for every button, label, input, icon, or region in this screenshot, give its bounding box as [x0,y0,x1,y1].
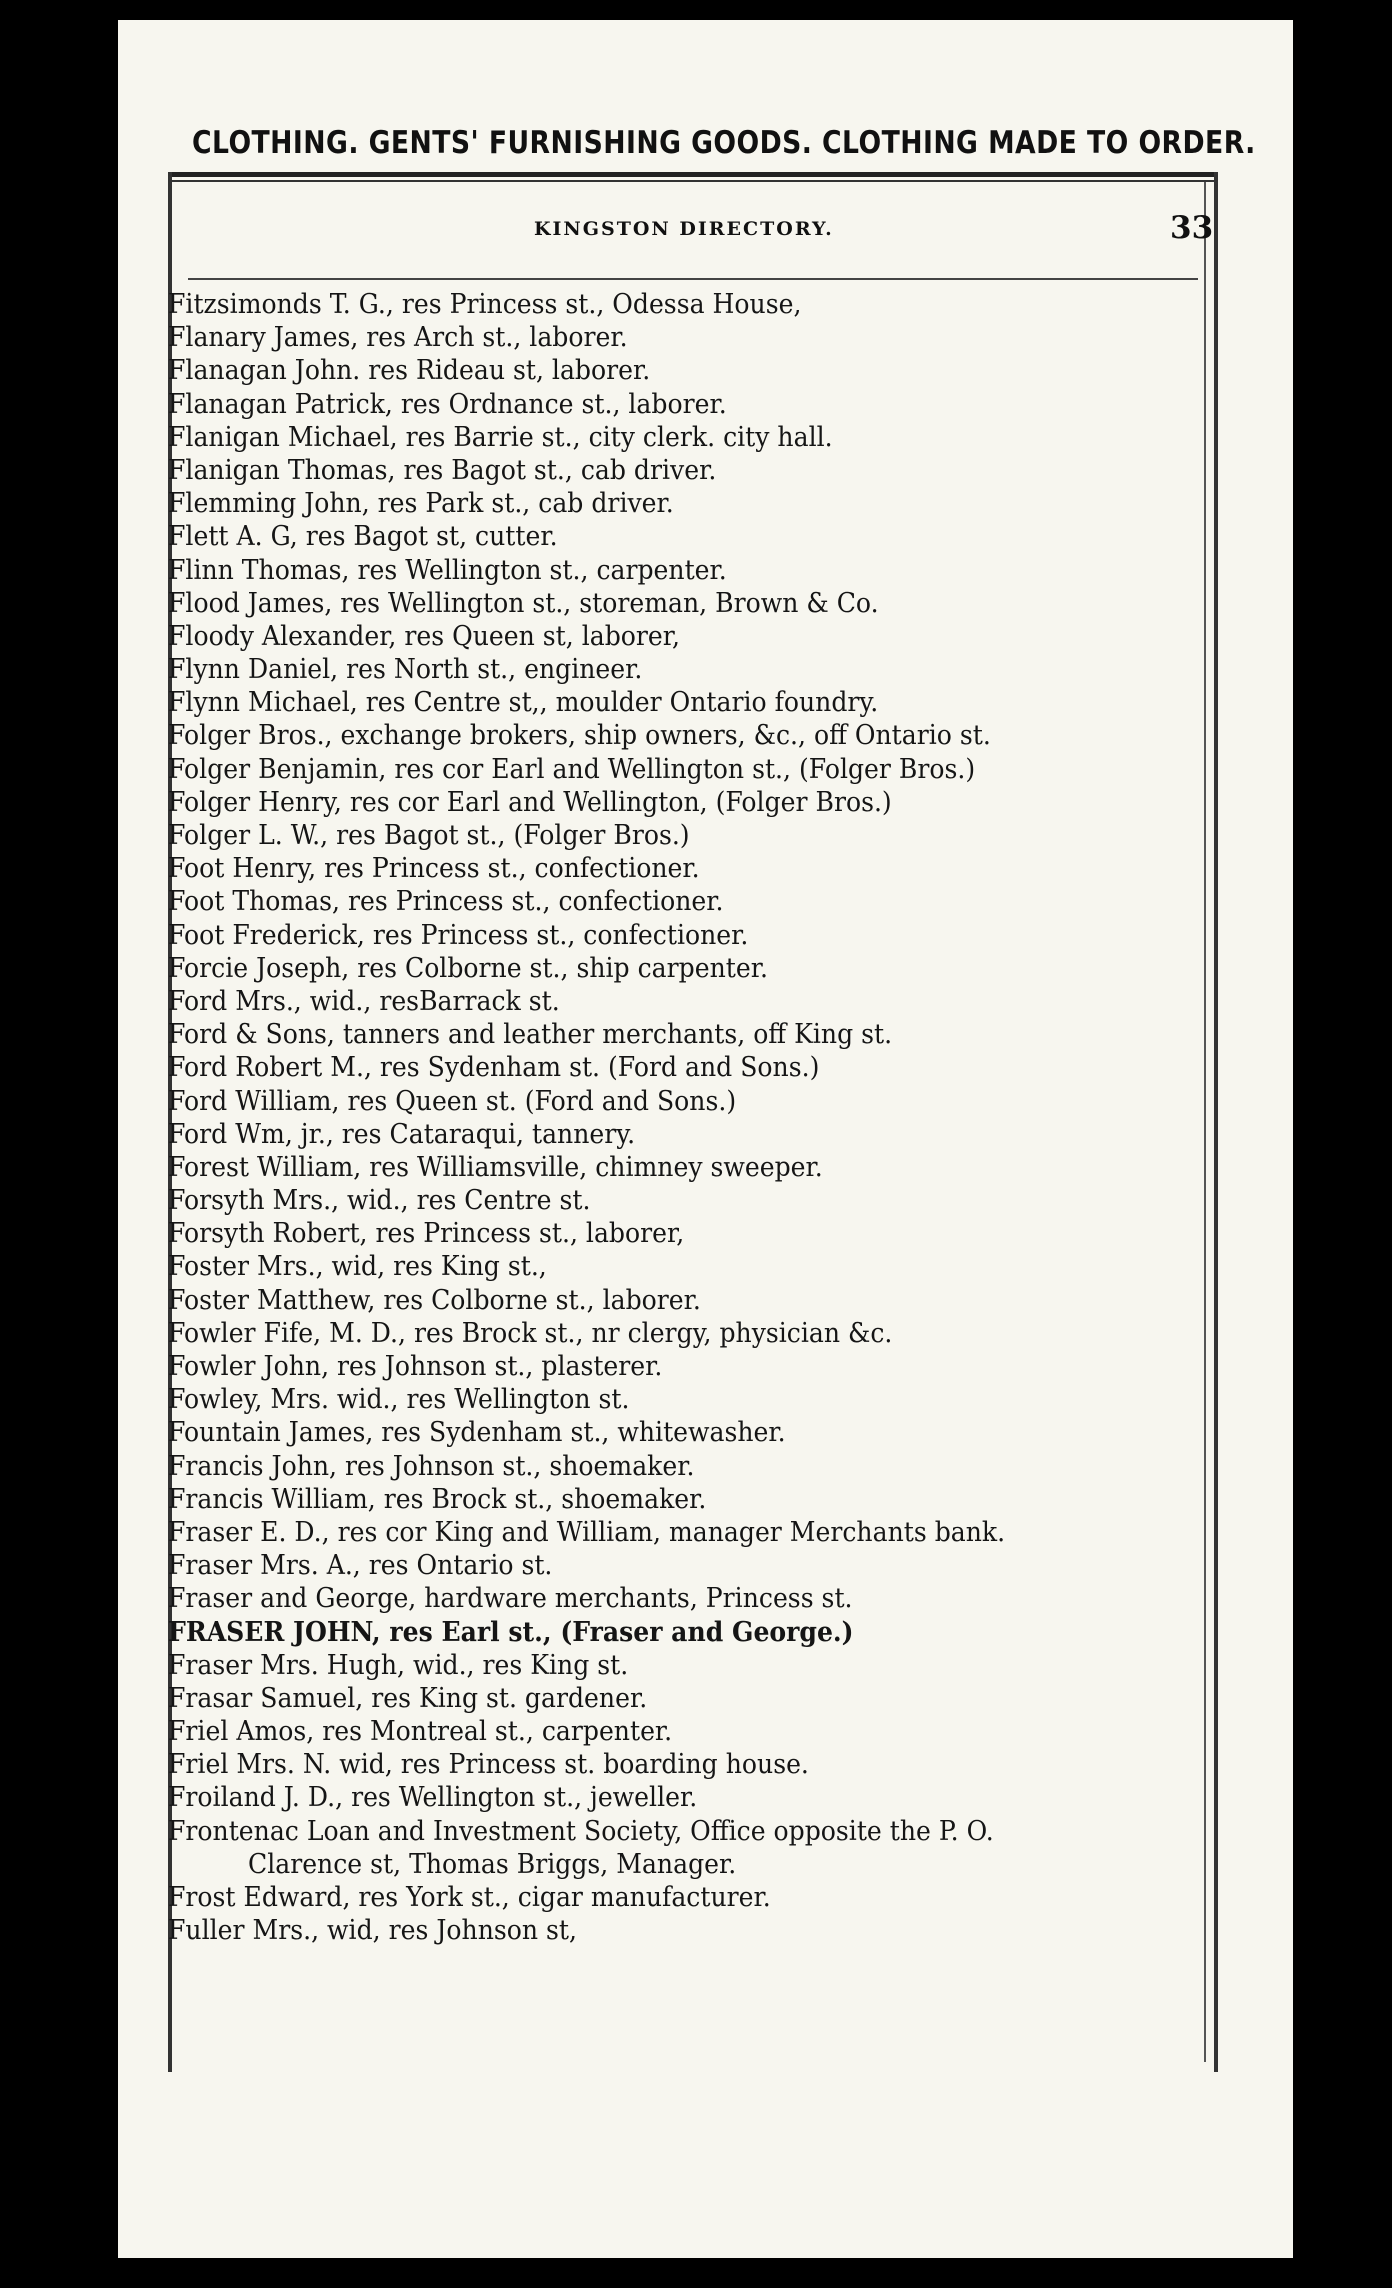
directory-entry: Francis William, res Brock st., shoemaker. [168,1483,707,1515]
directory-entry: Flett A. G, res Bagot st, cutter. [168,521,558,553]
directory-entry: Ford William, res Queen st. (Ford and Sons.) [168,1085,737,1117]
directory-entry: Folger Benjamin, res cor Earl and Wellington st., (Folger Bros.) [168,753,976,785]
directory-entry: Fowley, Mrs. wid., res Wellington st. [168,1384,630,1416]
directory-entry: Froiland J. D., res Wellington st., jeweller. [168,1782,698,1814]
directory-entry: Flynn Michael, res Centre st,, moulder Ontario foundry. [168,687,879,719]
directory-entry: Flanary James, res Arch st., laborer. [168,322,628,354]
directory-entry: FRASER JOHN, res Earl st., (Fraser and George.) [168,1616,854,1648]
directory-entry: Foster Mrs., wid, res King st., [168,1251,547,1283]
directory-entry: Folger Bros., exchange brokers, ship owners, &c., off Ontario st. [168,720,991,752]
directory-entry: Flanagan John. res Rideau st, laborer. [168,355,651,387]
directory-entry: Flinn Thomas, res Wellington st., carpenter. [168,554,727,586]
directory-entry: Foot Henry, res Princess st., confectioner. [168,853,700,885]
frame-border-right [1214,172,1218,2072]
directory-entry: Forsyth Mrs., wid., res Centre st. [168,1185,591,1217]
directory-entry: Ford & Sons, tanners and leather merchants, off King st. [168,1019,893,1051]
page-number: 33 [1170,210,1214,246]
directory-entry: Floody Alexander, res Queen st, laborer, [168,620,680,652]
advertising-banner: CLOTHING. GENTS' FURNISHING GOODS. CLOTHING MADE TO ORDER. [192,125,1256,161]
directory-entry: Flemming John, res Park st., cab driver. [168,488,674,520]
directory-entry: Forcie Joseph, res Colborne st., ship carpenter. [168,952,768,984]
directory-entry: Frost Edward, res York st., cigar manufacturer. [168,1882,771,1913]
directory-entry: Foster Matthew, res Colborne st., laborer. [168,1284,701,1316]
running-head: KINGSTON DIRECTORY. [534,218,834,240]
header-rule [188,278,1198,280]
directory-entry: Forsyth Robert, res Princess st., laborer, [168,1218,685,1250]
directory-entry: Fountain James, res Sydenham st., whitewasher. [168,1417,786,1449]
directory-entry: Fraser Mrs. Hugh, wid., res King st. [168,1649,629,1681]
directory-entry: Flood James, res Wellington st., storeman, Brown & Co. [168,587,879,619]
directory-entry: Fowler John, res Johnson st., plasterer. [168,1351,663,1382]
frame-border-top-inner [168,180,1218,182]
directory-entry: Fitzsimonds T. G., res Princess st., Odessa House, [168,289,802,320]
directory-entry: Forest William, res Williamsville, chimney sweeper. [168,1151,823,1183]
directory-entry: Francis John, res Johnson st., shoemaker. [168,1450,695,1482]
frame-border-top [168,172,1218,177]
directory-entry: Fraser Mrs. A., res Ontario st. [168,1550,553,1582]
directory-entry: Fraser and George, hardware merchants, Princess st. [168,1583,853,1615]
directory-entry: Fowler Fife, M. D., res Brock st., nr clergy, physician &c. [168,1317,893,1349]
directory-entry: Fuller Mrs., wid, res Johnson st, [168,1915,577,1947]
directory-entry: Friel Amos, res Montreal st., carpenter. [168,1716,673,1748]
directory-entry: Folger L. W., res Bagot st., (Folger Bros.) [168,820,690,851]
directory-entry: Friel Mrs. N. wid, res Princess st. boarding house. [168,1749,809,1781]
directory-entry: Frasar Samuel, res King st. gardener. [168,1682,648,1714]
directory-entry: Flanigan Thomas, res Bagot st., cab driver. [168,454,717,486]
directory-entries [168,288,1208,1947]
directory-entry: Flynn Daniel, res North st., engineer. [168,654,643,686]
directory-entry: Flanagan Patrick, res Ordnance st., laborer. [168,388,727,420]
directory-entry: Ford Wm, jr., res Cataraqui, tannery. [168,1118,636,1150]
directory-entry: Foot Thomas, res Princess st., confectioner. [168,886,724,918]
directory-entry: Frontenac Loan and Investment Society, Office opposite the P. O. [168,1815,994,1847]
directory-entry: Foot Frederick, res Princess st., confectioner. [168,919,749,951]
directory-entry: Ford Robert M., res Sydenham st. (Ford and Sons.) [168,1052,820,1084]
directory-entry: Fraser E. D., res cor King and William, manager Merchants bank. [168,1516,1006,1548]
directory-entry: Ford Mrs., wid., resBarrack st. [168,985,560,1017]
directory-entry: Flanigan Michael, res Barrie st., city clerk. city hall. [168,421,833,453]
directory-entry-continuation: Clarence st, Thomas Briggs, Manager. [247,1848,737,1880]
directory-entry: Folger Henry, res cor Earl and Wellington, (Folger Bros.) [168,786,892,818]
